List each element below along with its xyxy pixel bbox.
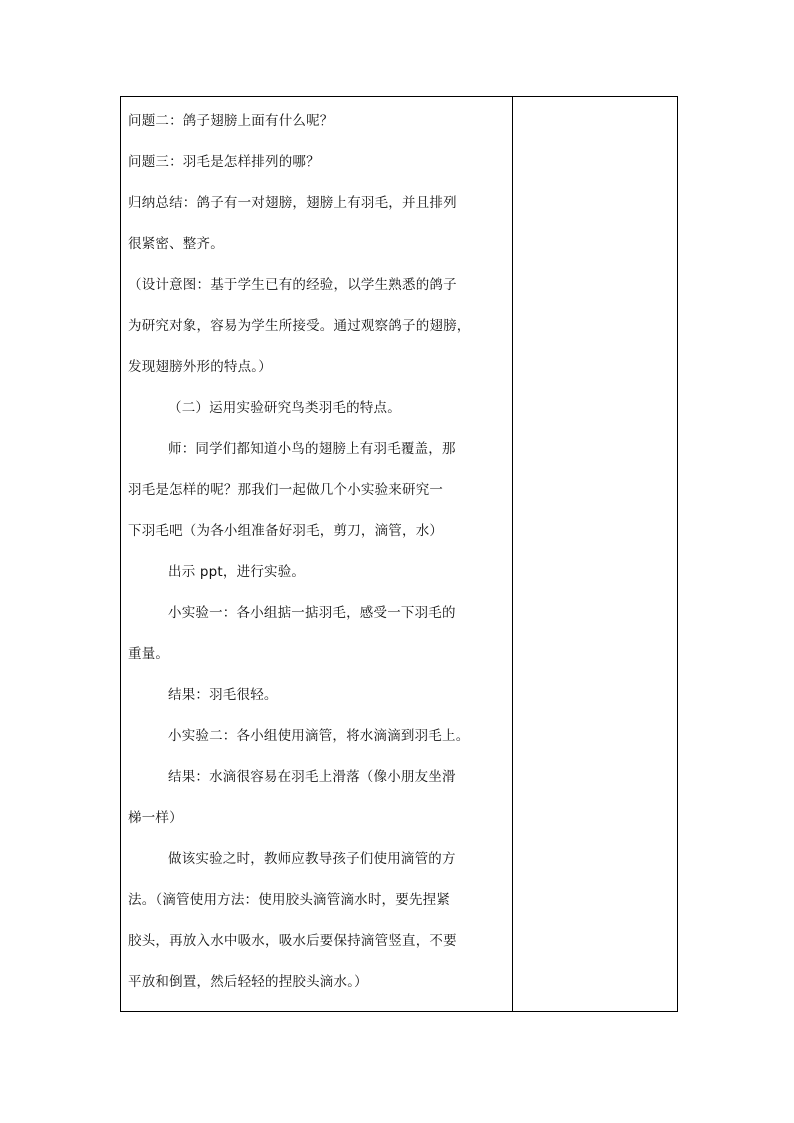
text-line: 问题二：鸽子翅膀上面有什么呢？ bbox=[128, 113, 334, 129]
text-line: 出示 ppt，进行实验。 bbox=[168, 564, 306, 580]
text-line: 结果：水滴很容易在羽毛上滑落（像小朋友坐滑 bbox=[168, 769, 456, 785]
text-line: 梯一样） bbox=[128, 810, 183, 826]
text-line: 下羽毛吧（为各小组准备好羽毛，剪刀，滴管，水） bbox=[128, 523, 444, 539]
text-line: 羽毛是怎样的呢？那我们一起做几个小实验来研究一 bbox=[128, 482, 444, 498]
text-line: 法。（滴管使用方法：使用胶头滴管滴水时，要先捏紧 bbox=[128, 892, 451, 908]
text-line: 发现翅膀外形的特点。） bbox=[128, 359, 272, 375]
text-line: 小实验二：各小组使用滴管，将水滴滴到羽毛上。 bbox=[168, 728, 470, 744]
text-line: 问题三：羽毛是怎样排列的哪？ bbox=[128, 154, 320, 170]
text-line: 归纳总结：鸽子有一对翅膀，翅膀上有羽毛，并且排列 bbox=[128, 195, 457, 211]
text-line: 很紧密、整齐。 bbox=[128, 236, 224, 252]
text-line: 胶头，再放入水中吸水，吸水后要保持滴管竖直，不要 bbox=[128, 933, 457, 949]
content-cell bbox=[121, 97, 513, 1011]
document-table bbox=[120, 96, 678, 1012]
text-line: 重量。 bbox=[128, 646, 170, 662]
text-line: 做该实验之时，教师应教导孩子们使用滴管的方 bbox=[168, 851, 456, 867]
text-line: 结果：羽毛很轻。 bbox=[168, 687, 278, 703]
text-line: 平放和倒置，然后轻轻的捏胶头滴水。） bbox=[128, 974, 368, 990]
text-line: 师：同学们都知道小鸟的翅膀上有羽毛覆盖，那 bbox=[168, 441, 456, 457]
notes-cell bbox=[513, 97, 677, 1011]
text-line: （二）运用实验研究鸟类羽毛的特点。 bbox=[168, 400, 401, 416]
text-line: 为研究对象，容易为学生所接受。通过观察鸽子的翅膀， bbox=[128, 318, 471, 334]
text-line: 小实验一：各小组掂一掂羽毛，感受一下羽毛的 bbox=[168, 605, 456, 621]
text-line: （设计意图：基于学生已有的经验，以学生熟悉的鸽子 bbox=[128, 277, 457, 293]
